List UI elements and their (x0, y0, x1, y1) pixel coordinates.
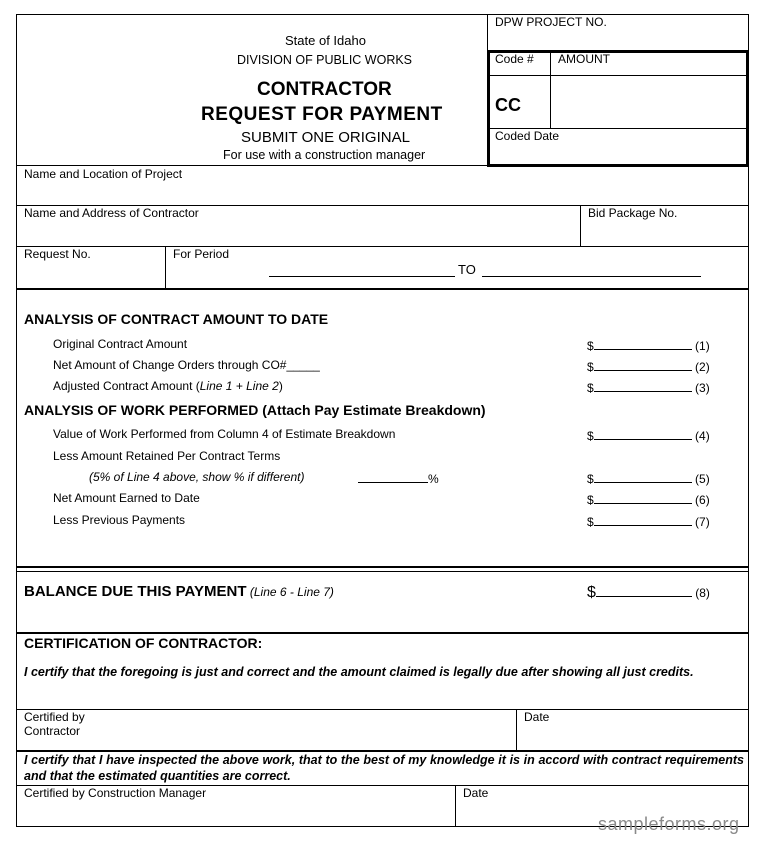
dollar-sign: $ (587, 339, 594, 353)
row-change-orders: Net Amount of Change Orders through CO#_____ (53, 358, 320, 372)
code-divider (550, 52, 551, 128)
certified-by-cm-label: Certified by Construction Manager (24, 786, 207, 800)
dollar-sign: $ (587, 472, 594, 486)
balance-due-title: BALANCE DUE THIS PAYMENT (24, 583, 247, 600)
analysis-work-title: ANALYSIS OF WORK PERFORMED (Attach Pay Estimate Breakdown) (24, 402, 486, 418)
code-header-line (489, 75, 747, 76)
line-balance-top (16, 566, 749, 568)
row-less-retained: Less Amount Retained Per Contract Terms (53, 449, 281, 463)
dollar-sign: $ (587, 429, 594, 443)
amount-line-3[interactable] (587, 379, 710, 395)
code-label: Code # (495, 52, 534, 66)
date-divider-1 (516, 709, 517, 750)
for-period-label: For Period (173, 247, 230, 261)
line-number: (8) (695, 586, 710, 600)
code-value: CC (495, 95, 521, 115)
row-adjusted-contract (53, 379, 283, 393)
dollar-sign: $ (587, 493, 594, 507)
line-number: (1) (695, 339, 710, 353)
title-request-for-payment: REQUEST FOR PAYMENT (201, 104, 443, 125)
state-label: State of Idaho (285, 33, 366, 48)
percent-sign: % (428, 472, 439, 486)
dollar-sign: $ (587, 360, 594, 374)
line-number: (6) (695, 493, 710, 507)
bid-divider (580, 205, 581, 246)
for-use-note: For use with a construction manager (223, 148, 426, 162)
row-adjusted-contract-label: Adjusted Contract Amount ( (53, 379, 200, 393)
request-no-label: Request No. (24, 247, 91, 261)
amount-line-7[interactable] (587, 513, 710, 529)
row-previous-payments: Less Previous Payments (53, 513, 186, 527)
blank-line (594, 513, 692, 526)
line-number: (3) (695, 381, 710, 395)
dpw-project-no-label: DPW PROJECT NO. (495, 15, 607, 29)
coded-date-label: Coded Date (495, 129, 560, 143)
line-number: (5) (695, 472, 710, 486)
watermark: sampleforms.org (598, 814, 740, 834)
date-divider-2 (455, 785, 456, 827)
dollar-sign: $ (587, 381, 594, 395)
line-balance-top-2 (16, 571, 749, 572)
amount-line-2[interactable] (587, 358, 710, 374)
period-from-line (269, 276, 455, 277)
line-number: (2) (695, 360, 710, 374)
row-net-earned: Net Amount Earned to Date (53, 491, 200, 505)
dollar-sign: $ (587, 515, 594, 529)
blank-line (594, 470, 692, 483)
row-original-contract: Original Contract Amount (53, 337, 188, 351)
certification-text: I certify that the foregoing is just and correct and the amount claimed is legally due after showing all just credits. (24, 665, 694, 679)
bid-package-label: Bid Package No. (588, 206, 678, 220)
blank-line (358, 470, 428, 483)
line-analysis-top (16, 288, 749, 290)
certification-title: CERTIFICATION OF CONTRACTOR: (24, 635, 263, 651)
submit-one-original: SUBMIT ONE ORIGINAL (241, 129, 410, 146)
request-divider (165, 246, 166, 289)
amount-line-5[interactable] (587, 470, 710, 486)
amount-line-6[interactable] (587, 491, 710, 507)
blank-line (594, 379, 692, 392)
period-to-label: TO (458, 262, 476, 277)
retained-percent-field[interactable] (358, 470, 439, 486)
project-name-location-label: Name and Location of Project (24, 167, 183, 181)
title-contractor: CONTRACTOR (257, 79, 392, 100)
code-amount-box (487, 50, 749, 167)
cm-certification-text: I certify that I have inspected the above work, that to the best of my knowledge it is in accord with contract requirements and that the estimated quantities are correct. (24, 753, 744, 783)
line-certified-by (16, 709, 749, 710)
dollar-sign: $ (587, 584, 596, 601)
line-project (16, 165, 749, 166)
line-request (16, 246, 749, 247)
blank-line (594, 427, 692, 440)
certified-by-label: Certified by (24, 710, 85, 724)
amount-line-4[interactable] (587, 427, 710, 443)
amount-label: AMOUNT (558, 52, 610, 66)
row-adjusted-contract-formula: Line 1 + Line 2 (199, 379, 279, 393)
analysis-contract-title: ANALYSIS OF CONTRACT AMOUNT TO DATE (24, 311, 329, 327)
date-label-1: Date (524, 710, 550, 724)
blank-line (594, 337, 692, 350)
blank-line (594, 491, 692, 504)
blank-line (594, 358, 692, 371)
line-number: (7) (695, 515, 710, 529)
balance-due-note: (Line 6 - Line 7) (249, 585, 334, 599)
amount-line-1[interactable] (587, 337, 710, 353)
row-value-of-work: Value of Work Performed from Column 4 of Estimate Breakdown (53, 427, 396, 441)
period-to-line (482, 276, 701, 277)
contractor-name-address-label: Name and Address of Contractor (24, 206, 199, 220)
contractor-label: Contractor (24, 724, 81, 738)
blank-line (596, 584, 692, 597)
line-cert-top (16, 632, 749, 634)
date-label-2: Date (463, 786, 489, 800)
amount-line-8[interactable] (587, 584, 710, 602)
row-retained-percent: (5% of Line 4 above, show % if different) (89, 470, 305, 484)
division-label: DIVISION OF PUBLIC WORKS (237, 53, 413, 67)
row-adjusted-contract-tail: ) (278, 379, 283, 393)
line-number: (4) (695, 429, 710, 443)
balance-due-heading (24, 583, 334, 600)
